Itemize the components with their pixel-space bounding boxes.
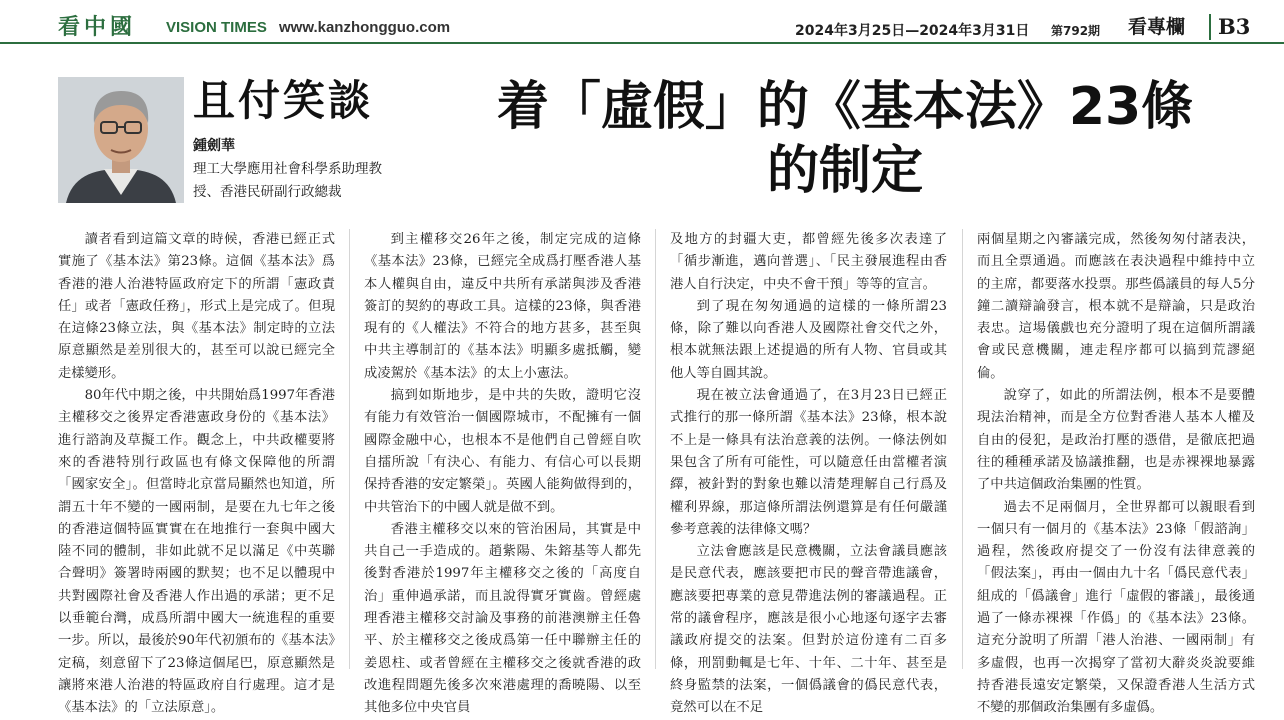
website-url: www.kanzhongguo.com: [279, 19, 451, 36]
paragraph: 讀者看到這篇文章的時候，香港已經正式實施了《基本法》第23條。這個《基本法》爲香港的港人治港特區政府定下的所謂「憲政責任」或者「憲政任務」，形式上是完成了。但現在這條23條立法，與《基本法》制定時的立法原意顯然是差別很大的，甚至可以說已經完全走樣變形。: [58, 232, 335, 381]
body-column-1: [58, 229, 335, 716]
masthead: [0, 0, 1284, 44]
section-name: 看專欄: [1128, 16, 1186, 38]
column-divider: [349, 229, 350, 669]
author-photo: [58, 77, 184, 203]
column-name: 且付笑談: [193, 76, 374, 125]
brand-name: VISION TIMES: [166, 19, 267, 36]
masthead-divider: [1209, 14, 1211, 40]
paragraph: 說穿了，如此的所謂法例，根本不是要體現法治精神，而是全方位對香港人基本人權及自由的侵犯，是政治打壓的憑借，是徹底把過往的種種承諾及協議推翻，也是赤裸裸地暴露了中共這個政治集團的性質。: [977, 388, 1255, 493]
paragraph: 兩個星期之內審議完成，然後匆匆付諸表決，而且全票通過。而應該在表決過程中維持中立的主席，都要落水投票。那些僞議員的每人5分鐘二讀辯論發言，根本就不是辯論，只是政治表忠。這場儀戲也充分證明了現在這個所謂議會或民意機關，連走程序都可以搞到荒謬絕倫。: [977, 232, 1255, 381]
author-title: 理工大學應用社會科學系助理教授、香港民研副行政總裁: [193, 161, 382, 200]
paragraph: 香港主權移交以來的管治困局，其實是中共自己一手造成的。趙紫陽、朱鎔基等人都先後對香港於1997年主權移交之後的「高度自治」重伸過承諾，而且說得實牙實齒。曾經處理香港主權移交討論及事務的前港澳辦主任魯平、於主權移交之後成爲第一任中聯辦主任的姜恩柱、或者曾經在主權移交之後就香港的政改進程問題先後多次來港處理的喬曉陽、以至其他多位中央官員: [364, 521, 641, 716]
issue-number: 第792期: [1051, 24, 1101, 38]
body-column-3: [670, 229, 947, 716]
column-divider: [655, 229, 656, 669]
article-headline: [415, 75, 1275, 203]
page-number: B3: [1218, 14, 1251, 39]
paragraph: 立法會應該是民意機關，立法會議員應該是民意代表，應該要把市民的聲音帶進議會，應該要把專業的意見帶進法例的審議過程。正常的議會程序，應該是很小心地逐句逐字去審議政府提交的法案。但對於這份達有二百多條，刑罰動輒是七年、十年、二十年、甚至是終身監禁的法案，一個僞議會的僞民意代表，竟然可以在不足: [670, 544, 947, 716]
paragraph: 搞到如斯地步，是中共的失敗，證明它沒有能力有效管治一個國際城市，不配擁有一個國際金融中心，也根本不是他們自己曾經自吹自擂所說「有決心、有能力、有信心可以長期保持香港的安定繁榮」。英國人能夠做得到的，中共管治下的中國人就是做不到。: [364, 388, 641, 515]
newspaper-logo: 看中國: [58, 14, 137, 40]
headline-line-1: 着「虛假」的《基本法》23條: [496, 77, 1194, 137]
body-column-4: [977, 229, 1255, 716]
paragraph: 及地方的封疆大吏，都曾經先後多次表達了「循步漸進，邁向普選」、「民主發展進程由香港人自行決定，中央不會干預」等等的宣言。: [670, 232, 947, 292]
body-column-2: [364, 229, 641, 716]
headline-line-2: 的制定: [766, 141, 923, 201]
paragraph: 過去不足兩個月，全世界都可以親眼看到一個只有一個月的《基本法》23條「假諮詢」過程，然後政府提交了一份沒有法律意義的「假法案」，再由一個由九十名「僞民意代表」組成的「僞議會」進行「虛假的審議」，最後通過了一條赤裸裸「作僞」的《基本法》23條。這充分說明了所謂「港人治港、一國兩制」有多虛假，也再一次揭穿了當初大辭炎炎說要維持香港長遠安定繁榮，又保證香港人生活方式不變的那個政治集團有多虛僞。: [977, 499, 1255, 716]
column-divider: [962, 229, 963, 669]
paragraph: 現在被立法會通過了，在3月23日已經正式推行的那一條所謂《基本法》23條，根本說不上是一條具有法治意義的法例。一條法例如果包含了所有可能性，可以隨意任由當權者演繹，被針對的對象也難以清楚理解自己行爲及權利界線，那這條所謂法例還算是有任何嚴謹參考意義的法律條文嗎？: [670, 388, 947, 537]
author-name: 鍾劍華: [193, 138, 235, 154]
issue-dates: 2024年3月25日—2024年3月31日: [795, 23, 1030, 39]
paragraph: 到了現在匆匆通過的這樣的一條所謂23條，除了難以向香港人及國際社會交代之外，根本就無法跟上述提過的所有人物、官員或其他人等自圓其說。: [670, 298, 947, 381]
paragraph: 80年代中期之後，中共開始爲1997年香港主權移交之後界定香港憲政身份的《基本法》進行諮詢及草擬工作。觀念上，中共政權要將來的香港特別行政區也有條文保障他的所謂「國家安全」。但當時北京當局顯然也知道，所謂五十年不變的一國兩制，是要在九七年之後的香港這個特區實實在在地推行一套與中國大陸不同的體制，非如此就不足以滿足《中英聯合聲明》簽署時兩國的默契；也不足以體現中共對國際社會及香港人作出過的承諾；更不足以垂範台灣，成爲所謂中國大一統進程的重要一步。所以，最後於90年代初頒布的《基本法》定稿，刻意留下了23條這個尾巴，原意顯然是讓將來港人治港的特區政府自行處理。這才是《基本法》的「立法原意」。: [58, 388, 335, 716]
paragraph: 到主權移交26年之後，制定完成的這條《基本法》23條，已經完全成爲打壓香港人基本人權與自由，違反中共所有承諾與涉及香港簽訂的契約的專政工具。這樣的23條，與香港現有的《人權法》不符合的地方甚多，甚至與中共主導制訂的《基本法》明顯多處抵觸，變成凌駕於《基本法》的太上小憲法。: [364, 232, 641, 381]
